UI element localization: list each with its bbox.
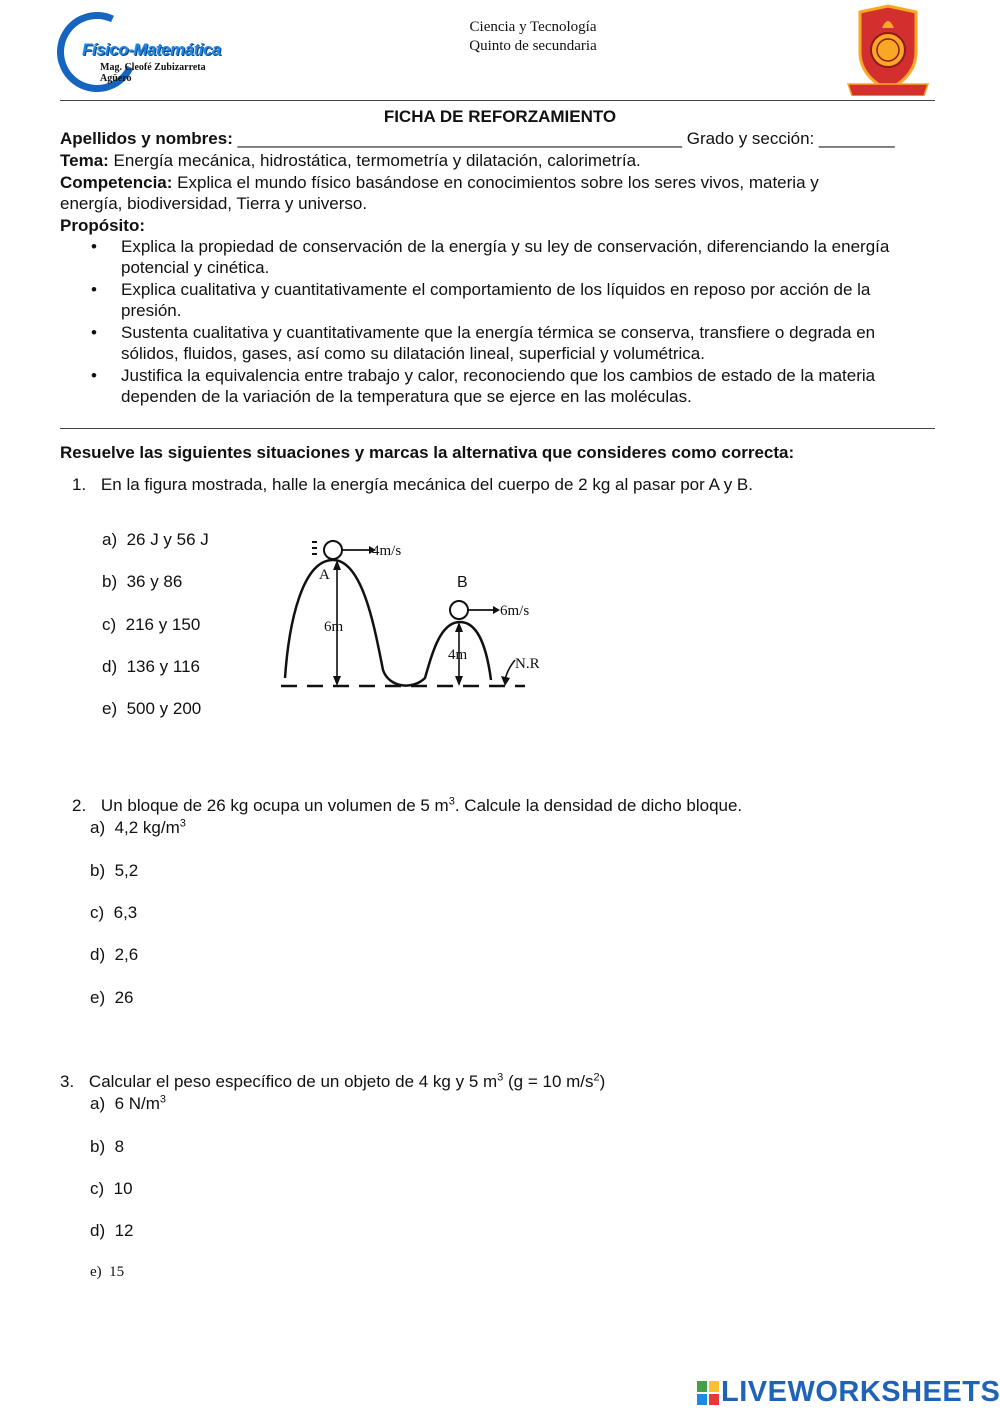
- q2-option-d[interactable]: d) 2,6: [90, 945, 139, 964]
- school-crest-icon: [842, 4, 934, 96]
- speed-b-label: 6m/s: [500, 603, 530, 619]
- q1-option-c[interactable]: c) 216 y 150: [102, 615, 201, 634]
- name-label: Apellidos y nombres:: [60, 129, 233, 148]
- name-field[interactable]: _______________________________________________: [237, 129, 682, 148]
- grade-field[interactable]: ________: [819, 129, 895, 148]
- height-a-arrow-bottom: [333, 676, 341, 686]
- motion-lines-icon: [312, 542, 317, 554]
- q3-option-c[interactable]: c) 10: [90, 1179, 133, 1198]
- q1-option-e[interactable]: e) 500 y 200: [102, 699, 202, 718]
- q3-option-b[interactable]: b) 8: [90, 1137, 125, 1156]
- competencia-line: [60, 172, 940, 193]
- purpose-list: [60, 236, 1000, 408]
- section-divider: [60, 428, 935, 429]
- label-b: B: [457, 574, 468, 591]
- ball-b-icon: [450, 601, 468, 619]
- competencia-label: Competencia:: [60, 173, 173, 192]
- q2-option-b[interactable]: b) 5,2: [90, 861, 139, 880]
- instructions: Resuelve las siguientes situaciones y marcas la alternativa que consideres como correcta:: [60, 443, 795, 462]
- question-1: 1. En la figura mostrada, halle la energía mecánica del cuerpo de 2 kg al pasar por A y B.: [72, 475, 753, 494]
- purpose-item: • Explica la propiedad de conservación de la energía y su ley de conservación, diferenciando la energía potencial y cinética.: [91, 237, 890, 277]
- ball-a-icon: [324, 541, 342, 559]
- competencia-text-2: energía, biodiversidad, Tierra y universo.: [60, 194, 368, 213]
- header-divider: [60, 100, 935, 101]
- purpose-item: • Justifica la equivalencia entre trabajo y calor, reconociendo que los cambios de estado de la materia dependen de la variación de la temperatura que se ejerce en las moléculas.: [91, 366, 876, 406]
- grade-label: Grado y sección:: [686, 129, 815, 148]
- height-a-label: 6m: [324, 619, 344, 635]
- course-subject: Ciencia y Tecnología: [469, 19, 597, 35]
- q3-option-a[interactable]: a) 6 $N/m^3$: [90, 1093, 167, 1113]
- liveworksheets-brand: LIVEWORKSHEETS: [721, 1376, 1000, 1408]
- q2-option-e[interactable]: e) 26: [90, 988, 134, 1007]
- q1-option-d[interactable]: d) 136 y 116: [102, 657, 200, 676]
- question-3: 3. Calcular el peso específico de un objeto de 4 kg y 5 $m^3$ (g = 10 $m/s^2$): [60, 1071, 606, 1091]
- tema-label: Tema:: [60, 151, 109, 170]
- q1-option-a[interactable]: a) 26 J y 56 J: [102, 530, 209, 549]
- course-grade: Quinto de secundaria: [469, 38, 597, 54]
- q3-option-d[interactable]: d) 12: [90, 1221, 134, 1240]
- reference-arrow: [505, 660, 515, 680]
- purpose-item: • Sustenta cualitativa y cuantitativamente que la energía térmica se conserva, transfiere o degrada en sólidos, fluidos, gases, así como su dilatación lineal, superficial y volumétrica.: [91, 323, 876, 363]
- q1-option-b[interactable]: b) 36 y 86: [102, 572, 183, 591]
- q3-option-e[interactable]: e) 15: [90, 1264, 125, 1280]
- course-header: [380, 18, 686, 56]
- logo-author: Mag. Cleofé Zubizarreta Agüero: [100, 62, 206, 84]
- q2-option-a[interactable]: a) 4,2 $kg/m^3$: [90, 817, 186, 837]
- question-2: 2. Un bloque de 26 kg ocupa un volumen de 5 $m^3$. Calcule la densidad de dicho bloque.: [72, 795, 743, 815]
- tema-text: Energía mecánica, hidrostática, termometría y dilatación, calorimetría.: [113, 151, 641, 170]
- speed-a-label: 4m/s: [372, 543, 402, 559]
- sheet-title: FICHA DE REFORZAMIENTO: [383, 107, 617, 126]
- purpose-item: • Explica cualitativa y cuantitativamente el comportamiento de los líquidos en reposo por acción de la presión.: [91, 280, 871, 320]
- logo-brand: Físico-Matemática: [82, 40, 221, 59]
- q2-option-c[interactable]: c) 6,3: [90, 903, 138, 922]
- liveworksheets-icon: [697, 1381, 719, 1405]
- student-name-line: [60, 128, 940, 149]
- proposito-label: Propósito:: [60, 216, 145, 235]
- height-b-label: 4m: [448, 647, 468, 663]
- label-a: A: [319, 567, 330, 583]
- q1-energy-figure: [275, 530, 565, 700]
- reference-label: N.R: [515, 656, 540, 672]
- fisico-matematica-logo: [55, 10, 240, 95]
- competencia-text-1: Explica el mundo físico basándose en conocimientos sobre los seres vivos, materia y: [177, 173, 819, 192]
- height-b-arrow-bottom: [455, 676, 463, 686]
- tema-line: [60, 150, 940, 171]
